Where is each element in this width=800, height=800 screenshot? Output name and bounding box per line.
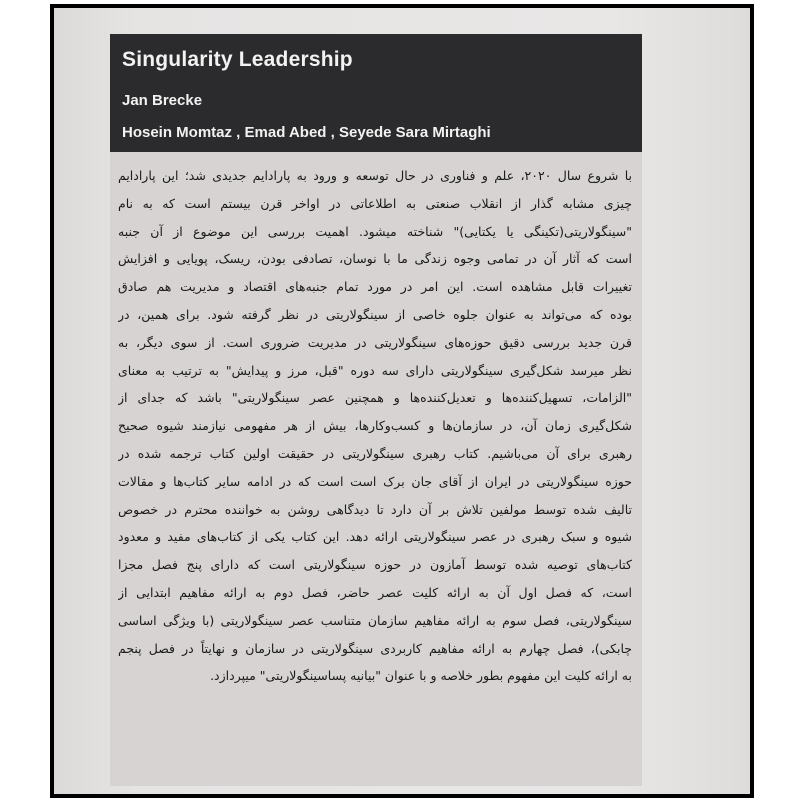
body-line: نظر میرسد شکل‌گیری سینگولاریتی دارای سه دوره "قبل، مرز و پیدایش" به ترتیب به معنای: [118, 362, 632, 378]
body-line: "سینگولاریتی(تکینگی یا یکتایی)" شناخته میشود. اهمیت بررسی این موضوع از آن جنبه: [118, 223, 632, 239]
body-line: تغییرات قابل مشاهده است. این امر در مورد تمام جنبه‌های اقتصاد و مدیریت هم صادق: [118, 279, 632, 295]
body-line: چیزی مشابه گذار از انقلاب صنعتی به اطلاعاتی در اواخر قرن بیستم است که به نام: [118, 195, 632, 211]
body-line: کتاب‌های توصیه شده توسط آمازون در حوزه سینگولاریتی است که دارای پنج فصل مجزا: [118, 557, 632, 573]
body-line: شکل‌گیری زمان آن، در سازمان‌ها و کسب‌وکارها، بیش از هر مفهومی نیازمند شیوه صحیح: [118, 418, 632, 434]
body-line: به ارائه کلیت این مفهوم بطور خلاصه و با عنوان "بیانیه پساسینگولاریتی" میپردازد.: [210, 668, 632, 684]
body-line: است که آثار آن در تمامی وجوه زندگی ما با نوسان، تصادفی بودن، ریسک، پویایی و افزایش: [118, 251, 632, 267]
body-line: قرن جدید بررسی دقیق حوزه‌های سینگولاریتی در مدیریت ضروری است. از سوی دیگر، به: [118, 334, 632, 350]
body-line: چابکی)، فصل چهارم به ارائه مفاهیم کاربردی سینگولاریتی در سازمان و نهایتاً در فصل پنجم: [118, 640, 632, 656]
body-line: با شروع سال ۲۰۲۰، علم و فناوری در حال توسعه و ورود به پارادایم جدیدی شد؛ این پارادایم: [118, 168, 632, 183]
body-line: سینگولاریتی، فصل سوم به ارائه مفاهیم سازمان متناسب عصر سینگولاریتی (با ویژگی اساسی: [118, 612, 632, 628]
body-line: تالیف شده توسط مولفین تلاش بر آن دارد تا دیدگاهی روشن به خواننده محترم در خصوص: [118, 501, 632, 517]
author-name: Jan Brecke: [122, 92, 203, 109]
book-title: Singularity Leadership: [122, 48, 353, 71]
book-page: [110, 34, 642, 786]
title-banner: [110, 34, 642, 152]
body-line: رهبری برای آن می‌باشیم. کتاب رهبری سینگولاریتی در حقیقت اولین کتاب ترجمه شده در: [118, 445, 632, 461]
translator-names: Hosein Momtaz , Emad Abed , Seyede Sara Mirtaghi: [122, 124, 491, 141]
body-line: "الزامات، تسهیل‌کننده‌ها و تعدیل‌کننده‌ها و همچنین عصر سینگولاریتی" باشد که جدای از: [118, 390, 632, 406]
body-line: بوده که می‌تواند به عنوان جلوه خاصی از سینگولاریتی در نظر گرفته شود. برای همین، در: [118, 306, 632, 322]
scan-frame: [50, 4, 754, 798]
body-text: [118, 162, 632, 690]
body-line: حوزه سینگولاریتی در ایران از آقای جان برک است است که در ادامه سایر کتاب‌ها و مقالات: [118, 473, 632, 489]
body-line: شیوه و سبک رهبری در عصر سینگولاریتی ارائه دهد. این کتاب یکی از کتاب‌های مفید و معدود: [118, 529, 632, 545]
body-line: است، که فصل اول آن به ارائه کلیت عصر حاضر، فصل دوم به ارائه مفاهیم ابتدایی از: [118, 584, 632, 600]
